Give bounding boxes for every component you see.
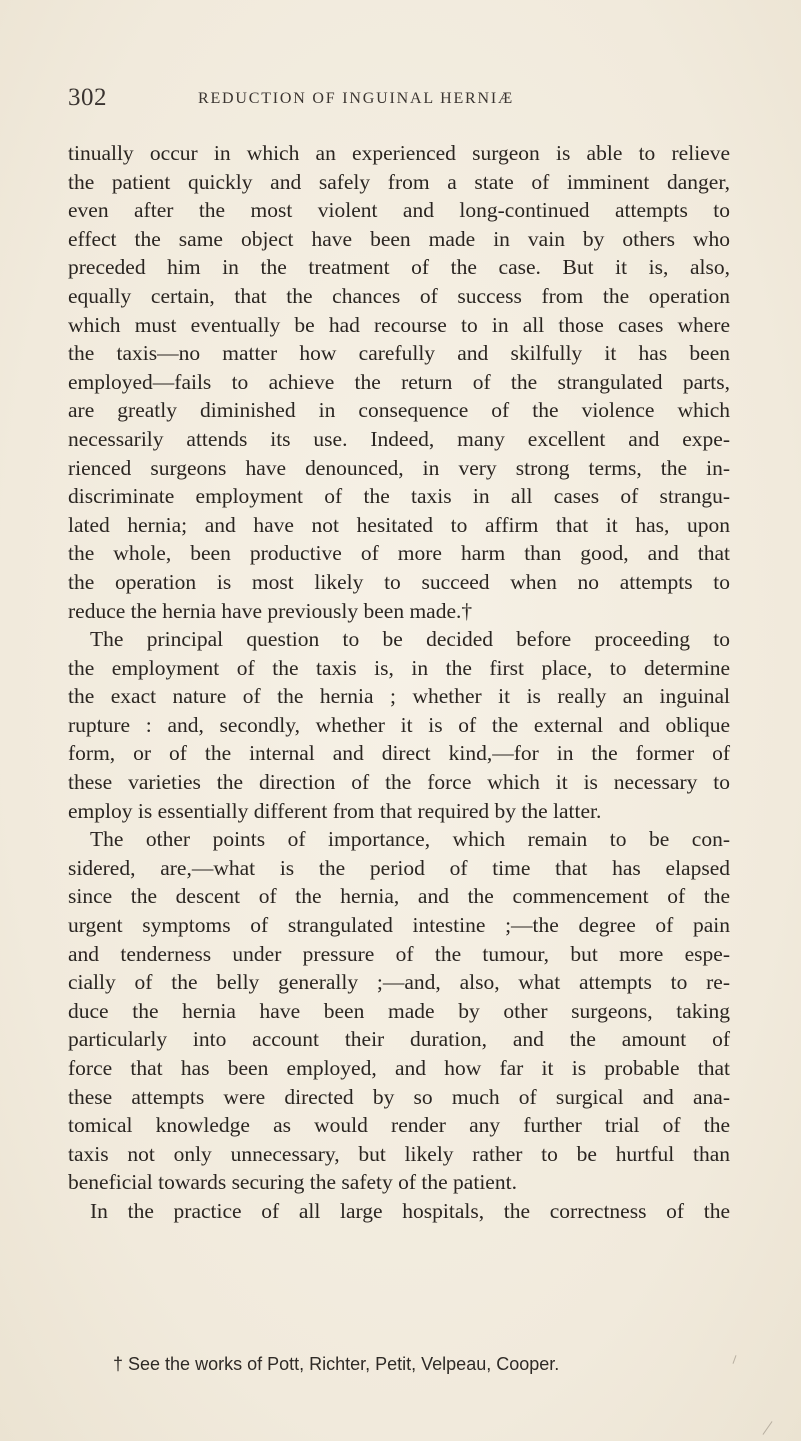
text-line: even after the most violent and long-continued attempts to: [68, 198, 730, 223]
text-line: form, or of the internal and direct kind,—for in the former of: [68, 741, 730, 766]
text-line: the patient quickly and safely from a state of imminent danger,: [68, 169, 730, 194]
text-line: effect the same object have been made in vain by others who: [68, 226, 730, 251]
stray-mark: [732, 1355, 736, 1364]
text-line: duce the hernia have been made by other surgeons, taking: [68, 998, 730, 1023]
text-line: the taxis—no matter how carefully and skilfully it has been: [68, 341, 730, 366]
footnote: † See the works of Pott, Richter, Petit, Velpeau, Cooper.: [113, 1354, 560, 1374]
page-header: [68, 84, 768, 114]
text-line: which must eventually be had recourse to in all those cases where: [68, 312, 730, 337]
text-line: cially of the belly generally ;—and, also, what attempts to re-: [68, 970, 730, 995]
text-line: the employment of the taxis is, in the first place, to determine: [68, 655, 730, 680]
text-line: the exact nature of the hernia ; whether it is really an inguinal: [68, 684, 730, 709]
text-line: these varieties the direction of the force which it is necessary to: [68, 770, 730, 795]
text-line: necessarily attends its use. Indeed, many excellent and expe-: [68, 426, 730, 451]
text-line: are greatly diminished in consequence of the violence which: [68, 398, 730, 423]
text-line: and tenderness under pressure of the tumour, but more espe-: [68, 941, 730, 966]
text-line: taxis not only unnecessary, but likely rather to be hurtful than: [68, 1141, 730, 1166]
paragraph-start: The principal question to be decided before proceeding to: [90, 627, 730, 652]
text-line: urgent symptoms of strangulated intestine ;—the degree of pain: [68, 913, 730, 938]
text-line: particularly into account their duration, and the amount of: [68, 1027, 730, 1052]
text-line: force that has been employed, and how far it is probable that: [68, 1056, 730, 1080]
text-line: since the descent of the hernia, and the commencement of the: [68, 884, 730, 909]
text-line: employ is essentially different from that required by the latter.: [68, 798, 602, 823]
text-line: the whole, been productive of more harm than good, and that: [68, 541, 730, 566]
text-line: discriminate employment of the taxis in all cases of strangu-: [68, 484, 730, 509]
stray-mark: [763, 1421, 773, 1435]
text-line: beneficial towards securing the safety of the patient.: [68, 1170, 517, 1195]
paragraph-start: The other points of importance, which remain to be con-: [90, 827, 730, 852]
text-line: tomical knowledge as would render any further trial of the: [68, 1113, 730, 1138]
text-line: preceded him in the treatment of the case. But it is, also,: [68, 255, 730, 280]
body-text: [68, 139, 730, 1226]
text-line: the operation is most likely to succeed when no attempts to: [68, 569, 730, 594]
text-line: lated hernia; and have not hesitated to affirm that it has, upon: [68, 512, 730, 537]
text-line: these attempts were directed by so much of surgical and ana-: [68, 1084, 730, 1109]
text-line: employed—fails to achieve the return of the strangulated parts,: [68, 369, 730, 394]
paragraph-start: In the practice of all large hospitals, the correctness of the: [90, 1198, 730, 1223]
text-line: reduce the hernia have previously been made.†: [68, 598, 473, 623]
text-line: rupture : and, secondly, whether it is of the external and oblique: [68, 712, 730, 737]
page-number: 302: [68, 84, 107, 111]
text-line: equally certain, that the chances of success from the operation: [68, 283, 730, 308]
text-line: sidered, are,—what is the period of time that has elapsed: [68, 855, 730, 880]
text-line: rienced surgeons have denounced, in very strong terms, the in-: [68, 455, 730, 480]
running-head: REDUCTION OF INGUINAL HERNIÆ: [198, 90, 515, 107]
text-line: tinually occur in which an experienced surgeon is able to relieve: [68, 141, 730, 165]
